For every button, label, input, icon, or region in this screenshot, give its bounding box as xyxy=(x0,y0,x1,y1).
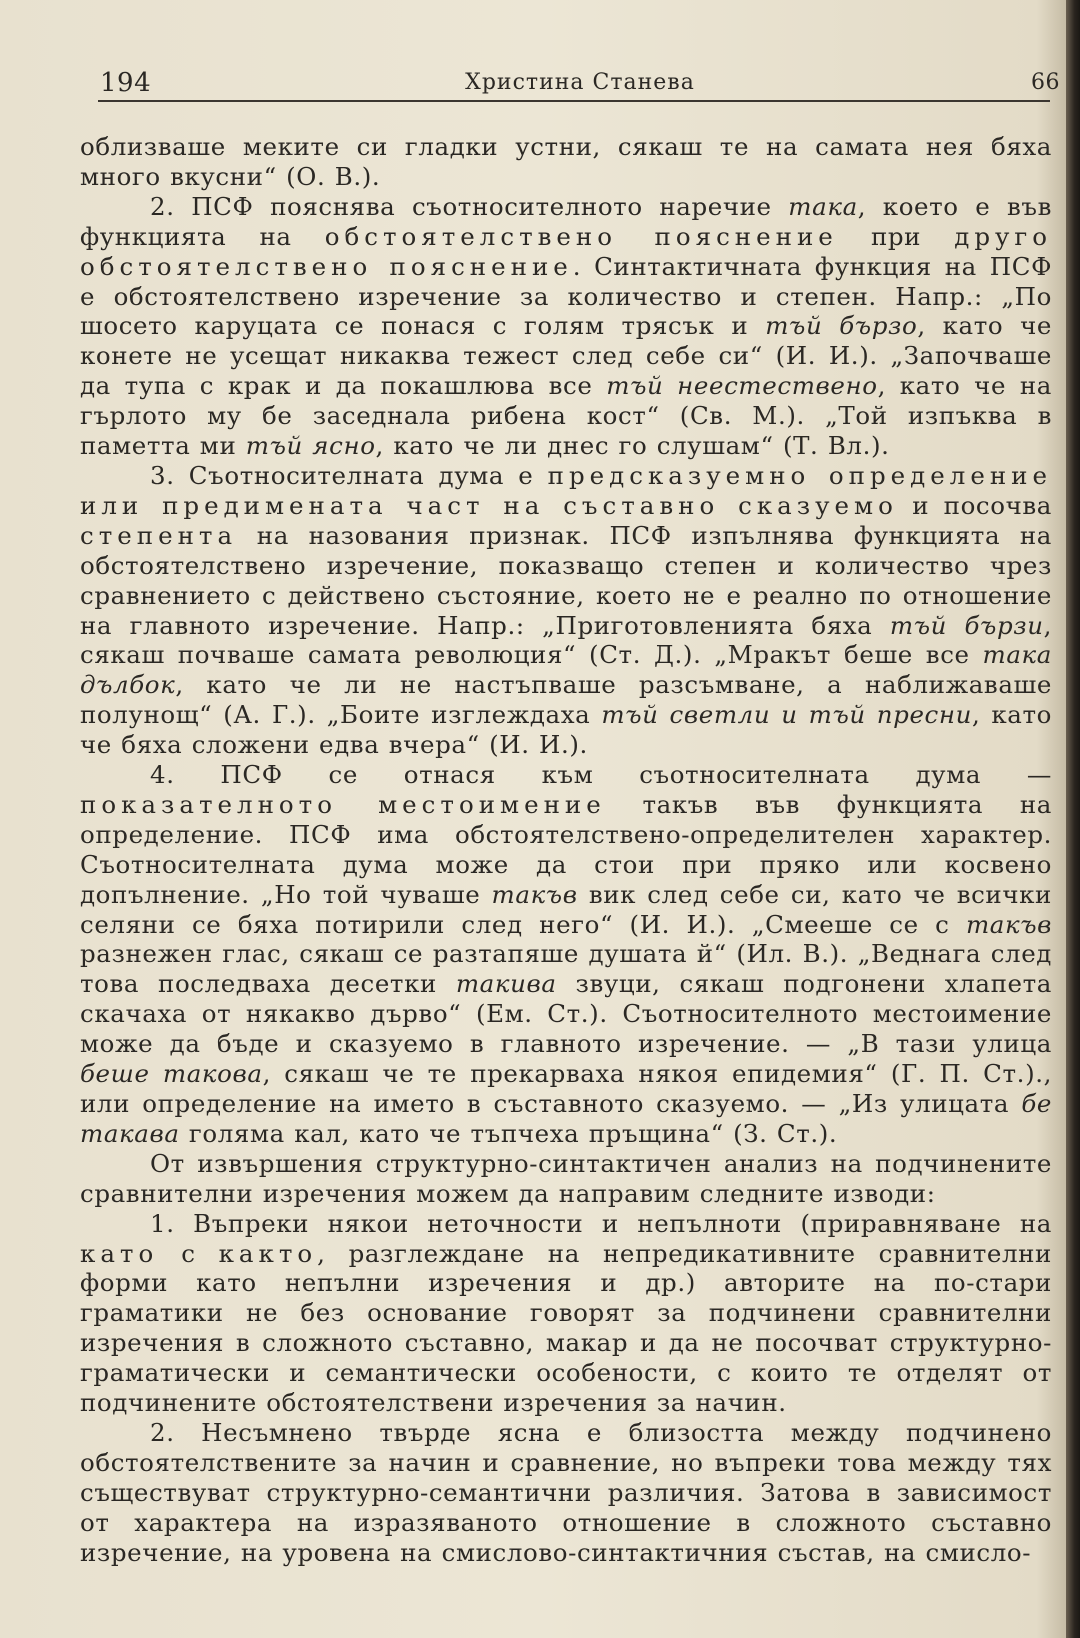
paragraph-2: 2. ПСФ пояснява съотносителното наречие така, което е във функцията на обстоятелствено пояснение при друго обстоятелствено пояснение. Синтактичната функция на ПСФ е обстоятелствено изречение за количество и степен. Напр.: „По шосето каруцата се понася с голям трясък и тъй бързо, като че конете не усещат никаква тежест след себе си“ (И. И.). „Започваше да тупа с крак и да покашлюва все тъй неестествено, като че на гърлото му бе заседнала рибена кост“ (Св. М.). „Той изпъква в паметта ми тъй ясно, като че ли днес го слушам“ (Т. Вл.). xyxy=(80,191,1053,461)
body-text xyxy=(80,132,1052,1568)
margin-mark: 66 xyxy=(1031,70,1060,95)
paragraph-conclusion-2: 2. Несъмнено твърде ясна е близостта между подчинено обстоятелствените за начин и сравнение, но въпреки това между тях съществуват структурно-семантични различия. Затова в зависимост от характера на изразяваното отношение в сложното съставно изречение, на уровена на смислово-синтактичния състав, на смисло- xyxy=(80,1417,1052,1567)
running-header xyxy=(100,62,1060,102)
paragraph-continuation: облизваше меките си гладки устни, сякаш те на самата нея бяха много вкусни“ (О. В.). xyxy=(80,132,1052,191)
header-rule xyxy=(98,100,1050,102)
page-number: 194 xyxy=(100,68,152,98)
paragraph-conclusions-intro: От извършения структурно-синтактичен анализ на подчинените сравнителни изречения можем да направим следните изводи: xyxy=(80,1148,1052,1208)
book-spine-edge xyxy=(1066,0,1080,1638)
running-title: Христина Станева xyxy=(465,70,695,95)
paragraph-conclusion-1: 1. Въпреки някои неточности и непълноти (приравняване на като с както, разглеждане на непредикативните сравнителни форми като непълни изречения и др.) авторите на по-стари граматики не без основание говорят за подчинени сравнителни изречения в сложното съставно, макар и да не посочват структурно-граматически и семантически особености, с които те отделят от подчинените обстоятелствени изречения за начин. xyxy=(80,1208,1052,1418)
paragraph-3: 3. Съотносителната дума е предсказуемно определение или предимената част на съставно сказуемо и посочва степента на назования признак. ПСФ изпълнява функцията на обстоятелствено изречение, показващо степен и количество чрез сравнението с действено състояние, което не е реално по отношение на главното изречение. Напр.: „Приготовленията бяха тъй бързи, сякаш почваше самата революция“ (Ст. Д.). „Мракът беше все така дълбок, като че ли не настъпваше разсъмване, а наближаваше полунощ“ (А. Г.). „Боите изглеждаха тъй светли и тъй пресни, като че бяха сложени едва вчера“ (И. И.). xyxy=(80,460,1053,760)
paragraph-4: 4. ПСФ се отнася към съотносителната дума — показателното местоимение такъв във функцията на определение. ПСФ има обстоятелствено-определителен характер. Съотносителната дума може да стои при пряко или косвено допълнение. „Но той чуваше такъв вик след себе си, като че всички селяни се бяха потирили след него“ (И. И.). „Смееше се с такъв разнежен глас, сякаш се разтапяше душата й“ (Ил. В.). „Веднага след това последваха десетки такива звуци, сякаш подгонени хлапета скачаха от някакво дърво“ (Ем. Ст.). Съотносителното местоимение може да бъде и сказуемо в главното изречение. — „В тази улица беше такова, сякаш че те прекарваха някоя епидемия“ (Г. П. Ст.)., или определение на името в съставното сказуемо. — „Из улицата бе такава голяма кал, като че тъпчеха пръщина“ (З. Ст.). xyxy=(80,760,1052,1148)
